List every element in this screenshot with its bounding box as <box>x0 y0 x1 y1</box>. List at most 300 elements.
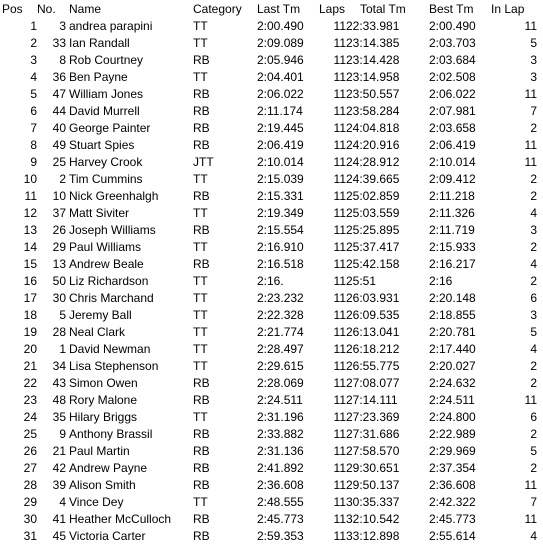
cell-last-tm: 2:45.773 <box>257 512 304 526</box>
cell-name: George Painter <box>69 121 151 135</box>
cell-last-tm: 2:29.615 <box>257 359 304 373</box>
cell-last-tm: 2:24.511 <box>257 393 303 407</box>
cell-last-tm: 2:33.882 <box>257 427 304 441</box>
table-row <box>0 256 543 273</box>
cell-category: RB <box>193 223 210 237</box>
cell-no: 36 <box>52 70 66 84</box>
cell-category: TT <box>193 172 208 186</box>
cell-last-tm: 2:10.014 <box>257 155 304 169</box>
table-row <box>0 426 543 443</box>
cell-in-lap: 2 <box>530 189 537 203</box>
cell-last-tm: 2:00.490 <box>257 19 304 33</box>
cell-best-tm: 2:29.969 <box>429 444 476 458</box>
cell-last-tm: 2:15.039 <box>257 172 304 186</box>
cell-no: 39 <box>52 478 66 492</box>
cell-laps: 11 <box>333 495 346 509</box>
cell-name: Liz Richardson <box>69 274 149 288</box>
table-header <box>0 1 543 18</box>
cell-laps: 11 <box>333 172 346 186</box>
cell-last-tm: 2:09.089 <box>257 36 304 50</box>
cell-last-tm: 2:16.910 <box>257 240 304 254</box>
cell-no: 4 <box>59 495 66 509</box>
cell-name: Paul Martin <box>69 444 130 458</box>
cell-category: RB <box>193 427 210 441</box>
cell-no: 42 <box>52 461 66 475</box>
cell-category: RB <box>193 104 210 118</box>
cell-laps: 11 <box>333 257 346 271</box>
cell-no: 28 <box>52 325 66 339</box>
cell-best-tm: 2:03.684 <box>429 53 476 67</box>
cell-category: TT <box>193 308 208 322</box>
cell-pos: 19 <box>23 325 37 339</box>
cell-total-tm: 33:12.898 <box>346 529 400 543</box>
cell-no: 8 <box>59 53 66 67</box>
cell-last-tm: 2:15.554 <box>257 223 304 237</box>
cell-name: Simon Owen <box>69 376 138 390</box>
cell-total-tm: 23:58.284 <box>346 104 400 118</box>
cell-laps: 11 <box>333 53 346 67</box>
cell-name: Neal Clark <box>69 325 126 339</box>
cell-total-tm: 25:02.859 <box>346 189 400 203</box>
cell-pos: 4 <box>30 70 37 84</box>
cell-best-tm: 2:06.419 <box>429 138 476 152</box>
table-row <box>0 69 543 86</box>
cell-best-tm: 2:11.326 <box>429 206 475 220</box>
cell-in-lap: 5 <box>530 444 537 458</box>
cell-name: Victoria Carter <box>69 529 146 543</box>
cell-pos: 13 <box>23 223 37 237</box>
cell-no: 21 <box>52 444 66 458</box>
table-row <box>0 35 543 52</box>
cell-in-lap: 2 <box>530 172 537 186</box>
cell-in-lap: 11 <box>524 512 537 526</box>
cell-pos: 5 <box>30 87 37 101</box>
cell-total-tm: 24:39.665 <box>346 172 400 186</box>
table-row <box>0 392 543 409</box>
cell-best-tm: 2:11.719 <box>429 223 475 237</box>
cell-name: Vince Dey <box>69 495 124 509</box>
cell-laps: 11 <box>333 70 346 84</box>
cell-category: TT <box>193 206 208 220</box>
cell-pos: 20 <box>23 342 37 356</box>
cell-name: Ben Payne <box>69 70 128 84</box>
cell-no: 33 <box>52 36 66 50</box>
cell-pos: 23 <box>23 393 37 407</box>
table-row <box>0 477 543 494</box>
cell-in-lap: 3 <box>530 53 537 67</box>
cell-last-tm: 2:16.518 <box>257 257 304 271</box>
cell-total-tm: 26:13.041 <box>346 325 400 339</box>
cell-name: David Newman <box>69 342 151 356</box>
cell-in-lap: 2 <box>530 461 537 475</box>
table-row <box>0 86 543 103</box>
cell-laps: 11 <box>333 376 346 390</box>
cell-last-tm: 2:06.022 <box>257 87 304 101</box>
cell-name: Heather McCulloch <box>69 512 172 526</box>
cell-no: 3 <box>59 19 66 33</box>
table-row <box>0 205 543 222</box>
cell-laps: 11 <box>333 274 346 288</box>
table-row <box>0 443 543 460</box>
cell-category: TT <box>193 291 208 305</box>
cell-laps: 11 <box>333 155 346 169</box>
cell-total-tm: 25:25.895 <box>346 223 400 237</box>
cell-best-tm: 2:02.508 <box>429 70 476 84</box>
cell-category: RB <box>193 138 210 152</box>
cell-laps: 11 <box>333 359 346 373</box>
cell-in-lap: 2 <box>530 274 537 288</box>
cell-pos: 1 <box>30 19 37 33</box>
table-row <box>0 341 543 358</box>
cell-category: RB <box>193 444 210 458</box>
cell-pos: 25 <box>23 427 37 441</box>
cell-no: 13 <box>52 257 66 271</box>
cell-best-tm: 2:07.981 <box>429 104 476 118</box>
cell-total-tm: 26:03.931 <box>346 291 400 305</box>
cell-laps: 11 <box>333 410 346 424</box>
cell-total-tm: 29:50.137 <box>346 478 400 492</box>
header-pos: Pos <box>2 2 23 16</box>
cell-best-tm: 2:17.440 <box>429 342 476 356</box>
cell-best-tm: 2:18.855 <box>429 308 476 322</box>
table-row <box>0 375 543 392</box>
cell-total-tm: 25:51 <box>346 274 377 288</box>
cell-laps: 11 <box>333 138 346 152</box>
cell-name: Chris Marchand <box>69 291 154 305</box>
cell-category: TT <box>193 274 208 288</box>
cell-laps: 11 <box>333 121 346 135</box>
cell-name: Rob Courtney <box>69 53 144 67</box>
cell-best-tm: 2:03.703 <box>429 36 476 50</box>
cell-name: William Jones <box>69 87 144 101</box>
cell-name: Paul Williams <box>69 240 142 254</box>
cell-category: TT <box>193 410 208 424</box>
cell-in-lap: 6 <box>530 410 537 424</box>
cell-laps: 11 <box>333 461 346 475</box>
cell-best-tm: 2:36.608 <box>429 478 476 492</box>
cell-best-tm: 2:10.014 <box>429 155 476 169</box>
cell-no: 43 <box>52 376 66 390</box>
cell-best-tm: 2:09.412 <box>429 172 476 186</box>
cell-best-tm: 2:55.614 <box>429 529 476 543</box>
cell-laps: 11 <box>333 427 346 441</box>
cell-pos: 17 <box>23 291 37 305</box>
cell-pos: 11 <box>24 189 37 203</box>
table-row <box>0 528 543 545</box>
cell-in-lap: 7 <box>530 104 537 118</box>
cell-best-tm: 2:20.781 <box>429 325 476 339</box>
cell-pos: 18 <box>23 308 37 322</box>
cell-category: TT <box>193 36 208 50</box>
cell-best-tm: 2:00.490 <box>429 19 476 33</box>
cell-last-tm: 2:31.196 <box>257 410 304 424</box>
cell-last-tm: 2:04.401 <box>257 70 304 84</box>
cell-total-tm: 27:31.686 <box>346 427 400 441</box>
cell-best-tm: 2:20.027 <box>429 359 476 373</box>
cell-laps: 11 <box>333 393 346 407</box>
cell-pos: 14 <box>23 240 37 254</box>
cell-in-lap: 2 <box>530 359 537 373</box>
cell-total-tm: 25:03.559 <box>346 206 400 220</box>
cell-laps: 11 <box>333 104 346 118</box>
cell-total-tm: 23:14.428 <box>346 53 400 67</box>
cell-last-tm: 2:41.892 <box>257 461 304 475</box>
table-row <box>0 188 543 205</box>
cell-pos: 12 <box>23 206 37 220</box>
cell-pos: 3 <box>30 53 37 67</box>
cell-in-lap: 2 <box>530 427 537 441</box>
cell-total-tm: 24:20.916 <box>346 138 400 152</box>
cell-total-tm: 23:14.958 <box>346 70 400 84</box>
cell-category: TT <box>193 240 208 254</box>
cell-no: 40 <box>52 121 66 135</box>
cell-in-lap: 4 <box>530 206 537 220</box>
cell-laps: 11 <box>333 342 346 356</box>
cell-in-lap: 11 <box>524 478 537 492</box>
cell-last-tm: 2:19.445 <box>257 121 304 135</box>
cell-pos: 26 <box>23 444 37 458</box>
table-row <box>0 18 543 35</box>
cell-last-tm: 2:23.232 <box>257 291 304 305</box>
cell-total-tm: 23:50.557 <box>346 87 400 101</box>
cell-pos: 15 <box>23 257 37 271</box>
cell-best-tm: 2:20.148 <box>429 291 476 305</box>
cell-in-lap: 2 <box>530 121 537 135</box>
cell-last-tm: 2:59.353 <box>257 529 304 543</box>
header-total-tm: Total Tm <box>360 2 406 16</box>
cell-no: 49 <box>52 138 66 152</box>
cell-in-lap: 3 <box>530 70 537 84</box>
cell-pos: 29 <box>23 495 37 509</box>
cell-no: 26 <box>52 223 66 237</box>
cell-best-tm: 2:03.658 <box>429 121 476 135</box>
cell-best-tm: 2:16 <box>429 274 453 288</box>
cell-best-tm: 2:42.322 <box>429 495 476 509</box>
cell-best-tm: 2:11.218 <box>429 189 475 203</box>
cell-best-tm: 2:45.773 <box>429 512 476 526</box>
cell-pos: 8 <box>30 138 37 152</box>
table-row <box>0 460 543 477</box>
header-laps: Laps <box>319 2 346 16</box>
cell-in-lap: 11 <box>524 87 537 101</box>
cell-in-lap: 4 <box>530 257 537 271</box>
cell-pos: 27 <box>23 461 37 475</box>
cell-best-tm: 2:24.632 <box>429 376 476 390</box>
cell-laps: 11 <box>333 478 346 492</box>
cell-no: 48 <box>52 393 66 407</box>
cell-best-tm: 2:16.217 <box>429 257 476 271</box>
cell-no: 47 <box>52 87 66 101</box>
table-row <box>0 120 543 137</box>
cell-no: 2 <box>59 172 66 186</box>
cell-laps: 11 <box>333 206 346 220</box>
cell-best-tm: 2:06.022 <box>429 87 476 101</box>
cell-pos: 6 <box>30 104 37 118</box>
table-row <box>0 222 543 239</box>
cell-total-tm: 27:14.111 <box>346 393 398 407</box>
cell-last-tm: 2:16. <box>257 274 284 288</box>
header-last-tm: Last Tm <box>257 2 301 16</box>
cell-in-lap: 5 <box>530 36 537 50</box>
cell-laps: 11 <box>333 325 346 339</box>
cell-category: TT <box>193 342 208 356</box>
cell-total-tm: 26:18.212 <box>346 342 400 356</box>
cell-laps: 11 <box>333 444 346 458</box>
table-row <box>0 154 543 171</box>
cell-laps: 11 <box>333 240 346 254</box>
header-no: No. <box>37 2 56 16</box>
cell-last-tm: 2:19.349 <box>257 206 304 220</box>
cell-category: RB <box>193 512 210 526</box>
cell-no: 9 <box>59 427 66 441</box>
cell-category: JTT <box>193 155 214 169</box>
cell-laps: 11 <box>333 512 346 526</box>
cell-in-lap: 11 <box>524 155 537 169</box>
header-best-tm: Best Tm <box>429 2 474 16</box>
cell-pos: 30 <box>23 512 37 526</box>
cell-in-lap: 3 <box>530 308 537 322</box>
cell-in-lap: 4 <box>530 342 537 356</box>
cell-name: Stuart Spies <box>69 138 135 152</box>
cell-category: TT <box>193 359 208 373</box>
cell-pos: 7 <box>30 121 37 135</box>
cell-last-tm: 2:11.174 <box>257 104 303 118</box>
table-row <box>0 409 543 426</box>
table-row <box>0 324 543 341</box>
cell-last-tm: 2:05.946 <box>257 53 304 67</box>
cell-no: 44 <box>52 104 66 118</box>
cell-category: RB <box>193 478 210 492</box>
cell-name: Tim Cummins <box>69 172 143 186</box>
table-row <box>0 511 543 528</box>
cell-name: Ian Randall <box>69 36 130 50</box>
cell-best-tm: 2:37.354 <box>429 461 476 475</box>
cell-total-tm: 24:28.912 <box>346 155 400 169</box>
cell-category: RB <box>193 121 210 135</box>
cell-name: Andrew Beale <box>69 257 144 271</box>
cell-laps: 11 <box>333 87 346 101</box>
cell-no: 1 <box>59 342 66 356</box>
cell-last-tm: 2:36.608 <box>257 478 304 492</box>
cell-laps: 11 <box>333 308 346 322</box>
cell-no: 34 <box>52 359 66 373</box>
cell-pos: 21 <box>23 359 37 373</box>
cell-category: RB <box>193 461 210 475</box>
cell-total-tm: 25:37.417 <box>346 240 400 254</box>
cell-total-tm: 23:14.385 <box>346 36 400 50</box>
cell-in-lap: 3 <box>530 223 537 237</box>
cell-laps: 11 <box>333 223 346 237</box>
cell-pos: 22 <box>23 376 37 390</box>
cell-name: Anthony Brassil <box>69 427 153 441</box>
cell-category: RB <box>193 529 210 543</box>
table-row <box>0 307 543 324</box>
cell-laps: 11 <box>333 36 346 50</box>
cell-category: RB <box>193 87 210 101</box>
cell-no: 37 <box>52 206 66 220</box>
cell-best-tm: 2:15.933 <box>429 240 476 254</box>
cell-total-tm: 27:08.077 <box>346 376 400 390</box>
cell-category: TT <box>193 70 208 84</box>
cell-total-tm: 22:33.981 <box>346 19 400 33</box>
cell-name: Joseph Williams <box>69 223 156 237</box>
cell-pos: 24 <box>23 410 37 424</box>
cell-name: Andrew Payne <box>69 461 148 475</box>
cell-last-tm: 2:06.419 <box>257 138 304 152</box>
table-row <box>0 103 543 120</box>
cell-in-lap: 2 <box>530 376 537 390</box>
cell-total-tm: 26:55.775 <box>346 359 400 373</box>
cell-total-tm: 24:04.818 <box>346 121 400 135</box>
cell-last-tm: 2:28.069 <box>257 376 304 390</box>
cell-pos: 16 <box>23 274 37 288</box>
table-row <box>0 273 543 290</box>
cell-category: TT <box>193 19 208 33</box>
table-row <box>0 239 543 256</box>
cell-total-tm: 27:58.570 <box>346 444 400 458</box>
cell-in-lap: 11 <box>524 19 537 33</box>
cell-in-lap: 7 <box>530 495 537 509</box>
cell-name: Rory Malone <box>69 393 138 407</box>
cell-pos: 28 <box>23 478 37 492</box>
cell-laps: 11 <box>333 529 346 543</box>
table-row <box>0 171 543 188</box>
cell-name: David Murrell <box>69 104 140 118</box>
cell-last-tm: 2:48.555 <box>257 495 304 509</box>
cell-no: 41 <box>52 512 66 526</box>
cell-name: andrea parapini <box>69 19 153 33</box>
cell-total-tm: 29:30.651 <box>346 461 400 475</box>
cell-no: 30 <box>52 291 66 305</box>
cell-pos: 31 <box>23 529 37 543</box>
cell-last-tm: 2:22.328 <box>257 308 304 322</box>
cell-laps: 11 <box>333 291 346 305</box>
table-row <box>0 290 543 307</box>
cell-category: TT <box>193 495 208 509</box>
cell-name: Matt Siviter <box>69 206 130 220</box>
header-category: Category <box>193 2 242 16</box>
cell-no: 25 <box>52 155 66 169</box>
cell-category: RB <box>193 393 210 407</box>
cell-total-tm: 26:09.535 <box>346 308 400 322</box>
cell-total-tm: 32:10.542 <box>346 512 400 526</box>
cell-last-tm: 2:28.497 <box>257 342 304 356</box>
cell-no: 50 <box>52 274 66 288</box>
cell-total-tm: 30:35.337 <box>346 495 400 509</box>
cell-name: Jeremy Ball <box>69 308 132 322</box>
cell-category: TT <box>193 325 208 339</box>
cell-no: 10 <box>52 189 66 203</box>
cell-no: 5 <box>59 308 66 322</box>
cell-pos: 2 <box>30 36 37 50</box>
header-name: Name <box>69 2 102 16</box>
cell-name: Harvey Crook <box>69 155 143 169</box>
cell-category: RB <box>193 189 210 203</box>
cell-name: Alison Smith <box>69 478 136 492</box>
header-in-lap: In Lap <box>491 2 525 16</box>
table-row <box>0 137 543 154</box>
cell-in-lap: 11 <box>524 138 537 152</box>
cell-best-tm: 2:24.511 <box>429 393 475 407</box>
cell-last-tm: 2:15.331 <box>257 189 304 203</box>
cell-no: 35 <box>52 410 66 424</box>
cell-name: Hilary Briggs <box>69 410 138 424</box>
cell-category: RB <box>193 257 210 271</box>
cell-in-lap: 5 <box>530 325 537 339</box>
cell-best-tm: 2:22.989 <box>429 427 476 441</box>
cell-no: 45 <box>52 529 66 543</box>
cell-name: Nick Greenhalgh <box>69 189 159 203</box>
